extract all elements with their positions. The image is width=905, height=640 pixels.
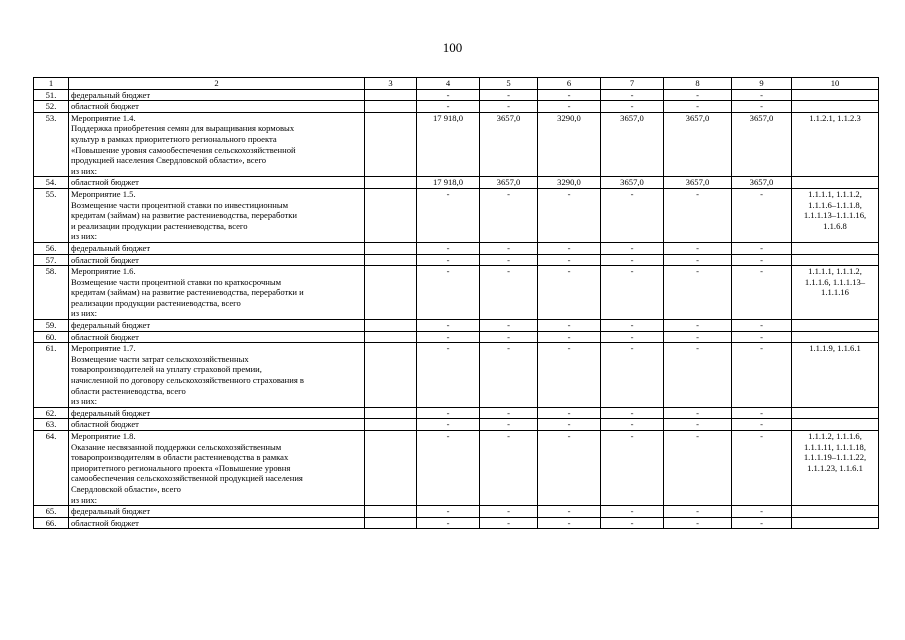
table-row xyxy=(34,112,879,177)
value-cell: 3657,0 xyxy=(664,177,732,189)
description-line: Мероприятие 1.8. xyxy=(71,431,136,441)
value-cell: - xyxy=(417,101,480,113)
target-codes xyxy=(792,177,879,189)
code-line: 1.1.1.16 xyxy=(821,287,849,298)
value-cell: - xyxy=(538,419,601,431)
table-row xyxy=(34,343,879,408)
value-cell: - xyxy=(601,188,664,242)
value-cell: - xyxy=(664,431,732,506)
code-line: 1.1.1.19–1.1.1.22, xyxy=(803,452,867,463)
value-cell: - xyxy=(417,89,480,101)
header-cell: 8 xyxy=(664,78,732,90)
value-cell: - xyxy=(417,419,480,431)
row-number: 59. xyxy=(34,320,69,332)
description-line: из них: xyxy=(71,231,98,242)
value-cell xyxy=(365,331,417,343)
target-codes xyxy=(792,101,879,113)
value-cell: - xyxy=(732,343,792,408)
description-line: из них: xyxy=(71,308,98,319)
value-cell: - xyxy=(601,431,664,506)
description-line: самообеспечения сельскохозяйственной продукцией населения xyxy=(71,473,303,484)
value-cell: - xyxy=(538,320,601,332)
value-cell: - xyxy=(538,266,601,320)
value-cell: 17 918,0 xyxy=(417,112,480,177)
description-line: товаропроизводителям в области растениеводства в рамках xyxy=(71,452,289,463)
row-number: 52. xyxy=(34,101,69,113)
table-row xyxy=(34,266,879,320)
code-line: 1.1.1.6–1.1.1.8, xyxy=(808,199,862,210)
value-cell: - xyxy=(480,89,538,101)
table-row xyxy=(34,254,879,266)
description-line: «Повышение уровня самообеспечения сельскохозяйственной xyxy=(71,144,296,155)
value-cell xyxy=(365,188,417,242)
value-cell xyxy=(365,89,417,101)
description-line: областной бюджет xyxy=(71,517,139,528)
description-line: приоритетного регионального проекта «Повышение уровня xyxy=(71,462,291,473)
description-line: Свердловской области», всего xyxy=(71,483,181,494)
description-line: кредитам (займам) на развитие растениеводства, переработки xyxy=(71,210,298,221)
table-row xyxy=(34,419,879,431)
value-cell: - xyxy=(601,407,664,419)
value-cell: - xyxy=(732,188,792,242)
value-cell: - xyxy=(732,407,792,419)
description-line: Мероприятие 1.5. xyxy=(71,188,136,199)
row-description xyxy=(69,188,365,242)
value-cell: - xyxy=(664,320,732,332)
description-line: Мероприятие 1.6. xyxy=(71,266,136,277)
row-number: 60. xyxy=(34,331,69,343)
row-description xyxy=(69,177,365,189)
description-line: Возмещение части процентной ставки по инвестиционным xyxy=(71,199,289,210)
value-cell: - xyxy=(480,343,538,408)
value-cell: - xyxy=(601,343,664,408)
value-cell: - xyxy=(480,266,538,320)
value-cell: - xyxy=(417,254,480,266)
description-line: областной бюджет xyxy=(71,177,139,188)
code-line: 1.1.1.2, 1.1.1.6, xyxy=(808,431,862,441)
page-number: 100 xyxy=(442,40,463,55)
target-codes xyxy=(792,331,879,343)
description-line: областной бюджет xyxy=(71,101,139,112)
value-cell: - xyxy=(664,517,732,529)
value-cell: - xyxy=(601,506,664,518)
code-line: 1.1.2.1, 1.1.2.3 xyxy=(809,112,861,123)
description-line: Поддержка приобретения семян для выращивания кормовых xyxy=(71,123,295,134)
header-row xyxy=(34,78,879,90)
description-line: кредитам (займам) на развитие растениеводства, переработки и xyxy=(71,287,304,298)
row-description xyxy=(69,343,365,408)
code-line: 1.1.1.6, 1.1.1.13– xyxy=(804,276,866,287)
code-line: 1.1.1.9, 1.1.6.1 xyxy=(809,343,861,354)
value-cell: - xyxy=(732,517,792,529)
value-cell xyxy=(365,320,417,332)
target-codes xyxy=(792,242,879,254)
header-cell: 2 xyxy=(69,78,365,90)
target-codes xyxy=(792,89,879,101)
description-line: областной бюджет xyxy=(71,331,139,342)
value-cell: - xyxy=(480,188,538,242)
value-cell: - xyxy=(538,506,601,518)
value-cell: - xyxy=(664,89,732,101)
value-cell: - xyxy=(664,343,732,408)
description-line: культур в рамках приоритетного регионального проекта xyxy=(71,133,277,144)
value-cell: - xyxy=(480,431,538,506)
row-number: 51. xyxy=(34,89,69,101)
row-number: 58. xyxy=(34,266,69,320)
value-cell: - xyxy=(417,343,480,408)
value-cell: - xyxy=(601,89,664,101)
table-row xyxy=(34,320,879,332)
description-line: областной бюджет xyxy=(71,419,139,430)
table-row xyxy=(34,407,879,419)
row-description xyxy=(69,320,365,332)
value-cell: - xyxy=(417,242,480,254)
row-number: 53. xyxy=(34,112,69,177)
value-cell: 3657,0 xyxy=(601,177,664,189)
table-row xyxy=(34,431,879,506)
value-cell xyxy=(365,419,417,431)
value-cell: - xyxy=(480,101,538,113)
value-cell xyxy=(365,242,417,254)
target-codes xyxy=(792,320,879,332)
code-line: 1.1.6.8 xyxy=(823,220,847,231)
value-cell xyxy=(365,407,417,419)
row-number: 56. xyxy=(34,242,69,254)
header-cell: 7 xyxy=(601,78,664,90)
row-description xyxy=(69,331,365,343)
code-line: 1.1.1.23, 1.1.6.1 xyxy=(807,462,863,473)
value-cell: 3657,0 xyxy=(601,112,664,177)
target-codes xyxy=(792,266,879,320)
row-description xyxy=(69,101,365,113)
target-codes xyxy=(792,431,879,506)
row-description xyxy=(69,431,365,506)
value-cell: - xyxy=(480,331,538,343)
value-cell: - xyxy=(664,506,732,518)
value-cell: - xyxy=(601,266,664,320)
value-cell: - xyxy=(732,320,792,332)
row-number: 57. xyxy=(34,254,69,266)
description-line: начисленной по договору сельскохозяйственного страхования в xyxy=(71,375,304,386)
value-cell: - xyxy=(732,242,792,254)
value-cell: - xyxy=(538,242,601,254)
value-cell: - xyxy=(538,101,601,113)
value-cell: 3657,0 xyxy=(732,177,792,189)
row-description xyxy=(69,112,365,177)
value-cell: - xyxy=(664,188,732,242)
value-cell: 3290,0 xyxy=(538,112,601,177)
row-number: 61. xyxy=(34,343,69,408)
value-cell: - xyxy=(601,419,664,431)
table-row xyxy=(34,242,879,254)
row-description xyxy=(69,266,365,320)
value-cell: - xyxy=(538,254,601,266)
code-line: 1.1.1.11, 1.1.1.18, xyxy=(804,441,866,452)
target-codes xyxy=(792,506,879,518)
description-line: федеральный бюджет xyxy=(71,320,151,331)
value-cell: 3657,0 xyxy=(732,112,792,177)
value-cell: - xyxy=(417,407,480,419)
value-cell: - xyxy=(732,266,792,320)
table-row xyxy=(34,89,879,101)
table-row xyxy=(34,517,879,529)
value-cell: - xyxy=(417,320,480,332)
description-line: Мероприятие 1.7. xyxy=(71,343,136,354)
value-cell xyxy=(365,266,417,320)
code-line: 1.1.1.13–1.1.1.16, xyxy=(803,210,867,221)
value-cell: - xyxy=(601,320,664,332)
description-line: федеральный бюджет xyxy=(71,242,151,253)
row-number: 54. xyxy=(34,177,69,189)
value-cell: - xyxy=(601,242,664,254)
table-row xyxy=(34,101,879,113)
target-codes xyxy=(792,407,879,419)
target-codes xyxy=(792,343,879,408)
description-line: из них: xyxy=(71,494,98,505)
value-cell xyxy=(365,517,417,529)
value-cell: - xyxy=(664,266,732,320)
value-cell: - xyxy=(480,517,538,529)
value-cell: 17 918,0 xyxy=(417,177,480,189)
target-codes xyxy=(792,112,879,177)
value-cell: - xyxy=(417,517,480,529)
value-cell: - xyxy=(480,407,538,419)
row-number: 55. xyxy=(34,188,69,242)
header-cell: 6 xyxy=(538,78,601,90)
row-number: 63. xyxy=(34,419,69,431)
value-cell: - xyxy=(417,188,480,242)
row-description xyxy=(69,506,365,518)
value-cell xyxy=(365,343,417,408)
description-line: федеральный бюджет xyxy=(71,506,151,517)
header-cell: 10 xyxy=(792,78,879,90)
description-line: Возмещение части затрат сельскохозяйственных xyxy=(71,353,249,364)
value-cell: - xyxy=(538,89,601,101)
value-cell: - xyxy=(664,419,732,431)
table-row xyxy=(34,188,879,242)
value-cell xyxy=(365,431,417,506)
value-cell: - xyxy=(732,254,792,266)
value-cell: - xyxy=(480,242,538,254)
target-codes xyxy=(792,517,879,529)
code-line: 1.1.1.1, 1.1.1.2, xyxy=(808,266,862,277)
description-line: Возмещение части процентной ставки по краткосрочным xyxy=(71,276,282,287)
header-cell: 3 xyxy=(365,78,417,90)
table-row xyxy=(34,506,879,518)
row-description xyxy=(69,517,365,529)
value-cell: - xyxy=(732,419,792,431)
value-cell: - xyxy=(601,331,664,343)
row-description xyxy=(69,242,365,254)
value-cell: - xyxy=(417,331,480,343)
value-cell: - xyxy=(732,431,792,506)
value-cell: - xyxy=(664,254,732,266)
row-description xyxy=(69,419,365,431)
value-cell: - xyxy=(664,407,732,419)
description-line: федеральный бюджет xyxy=(71,407,151,418)
value-cell: - xyxy=(601,254,664,266)
header-cell: 1 xyxy=(34,78,69,90)
value-cell xyxy=(365,506,417,518)
value-cell: - xyxy=(538,517,601,529)
value-cell: - xyxy=(664,242,732,254)
value-cell: - xyxy=(732,331,792,343)
value-cell: - xyxy=(538,331,601,343)
value-cell: - xyxy=(480,254,538,266)
row-description xyxy=(69,254,365,266)
value-cell: - xyxy=(538,343,601,408)
value-cell: - xyxy=(732,89,792,101)
budget-table xyxy=(33,77,879,529)
value-cell xyxy=(365,101,417,113)
header-cell: 4 xyxy=(417,78,480,90)
row-number: 62. xyxy=(34,407,69,419)
value-cell: 3657,0 xyxy=(480,177,538,189)
value-cell: - xyxy=(732,101,792,113)
row-number: 65. xyxy=(34,506,69,518)
row-number: 64. xyxy=(34,431,69,506)
row-number: 66. xyxy=(34,517,69,529)
value-cell: - xyxy=(417,431,480,506)
value-cell: 3657,0 xyxy=(664,112,732,177)
value-cell: - xyxy=(480,419,538,431)
value-cell: - xyxy=(538,431,601,506)
description-line: и реализации продукции растениеводства, всего xyxy=(71,220,248,231)
value-cell xyxy=(365,177,417,189)
value-cell: - xyxy=(538,407,601,419)
description-line: области растениеводства, всего xyxy=(71,385,186,396)
value-cell: - xyxy=(480,320,538,332)
target-codes xyxy=(792,419,879,431)
table-row xyxy=(34,177,879,189)
table-row xyxy=(34,331,879,343)
description-line: продукцией населения Свердловской области», всего xyxy=(71,155,267,166)
value-cell: - xyxy=(601,517,664,529)
description-line: товаропроизводителей на уплату страховой премии, xyxy=(71,364,262,375)
header-cell: 9 xyxy=(732,78,792,90)
value-cell: - xyxy=(417,506,480,518)
description-line: Мероприятие 1.4. xyxy=(71,112,136,123)
value-cell: 3657,0 xyxy=(480,112,538,177)
value-cell xyxy=(365,112,417,177)
row-description xyxy=(69,89,365,101)
target-codes xyxy=(792,254,879,266)
description-line: из них: xyxy=(71,165,98,176)
value-cell: - xyxy=(732,506,792,518)
row-description xyxy=(69,407,365,419)
description-line: областной бюджет xyxy=(71,254,139,265)
description-line: реализации продукции растениеводства, всего xyxy=(71,297,241,308)
value-cell: - xyxy=(538,188,601,242)
value-cell: - xyxy=(664,101,732,113)
value-cell: - xyxy=(480,506,538,518)
value-cell: - xyxy=(601,101,664,113)
description-line: из них: xyxy=(71,396,98,407)
value-cell: - xyxy=(417,266,480,320)
value-cell xyxy=(365,254,417,266)
value-cell: 3290,0 xyxy=(538,177,601,189)
description-line: федеральный бюджет xyxy=(71,89,151,100)
target-codes xyxy=(792,188,879,242)
header-cell: 5 xyxy=(480,78,538,90)
code-line: 1.1.1.1, 1.1.1.2, xyxy=(808,188,862,199)
description-line: Оказание несвязанной поддержки сельскохозяйственным xyxy=(71,441,282,452)
value-cell: - xyxy=(664,331,732,343)
